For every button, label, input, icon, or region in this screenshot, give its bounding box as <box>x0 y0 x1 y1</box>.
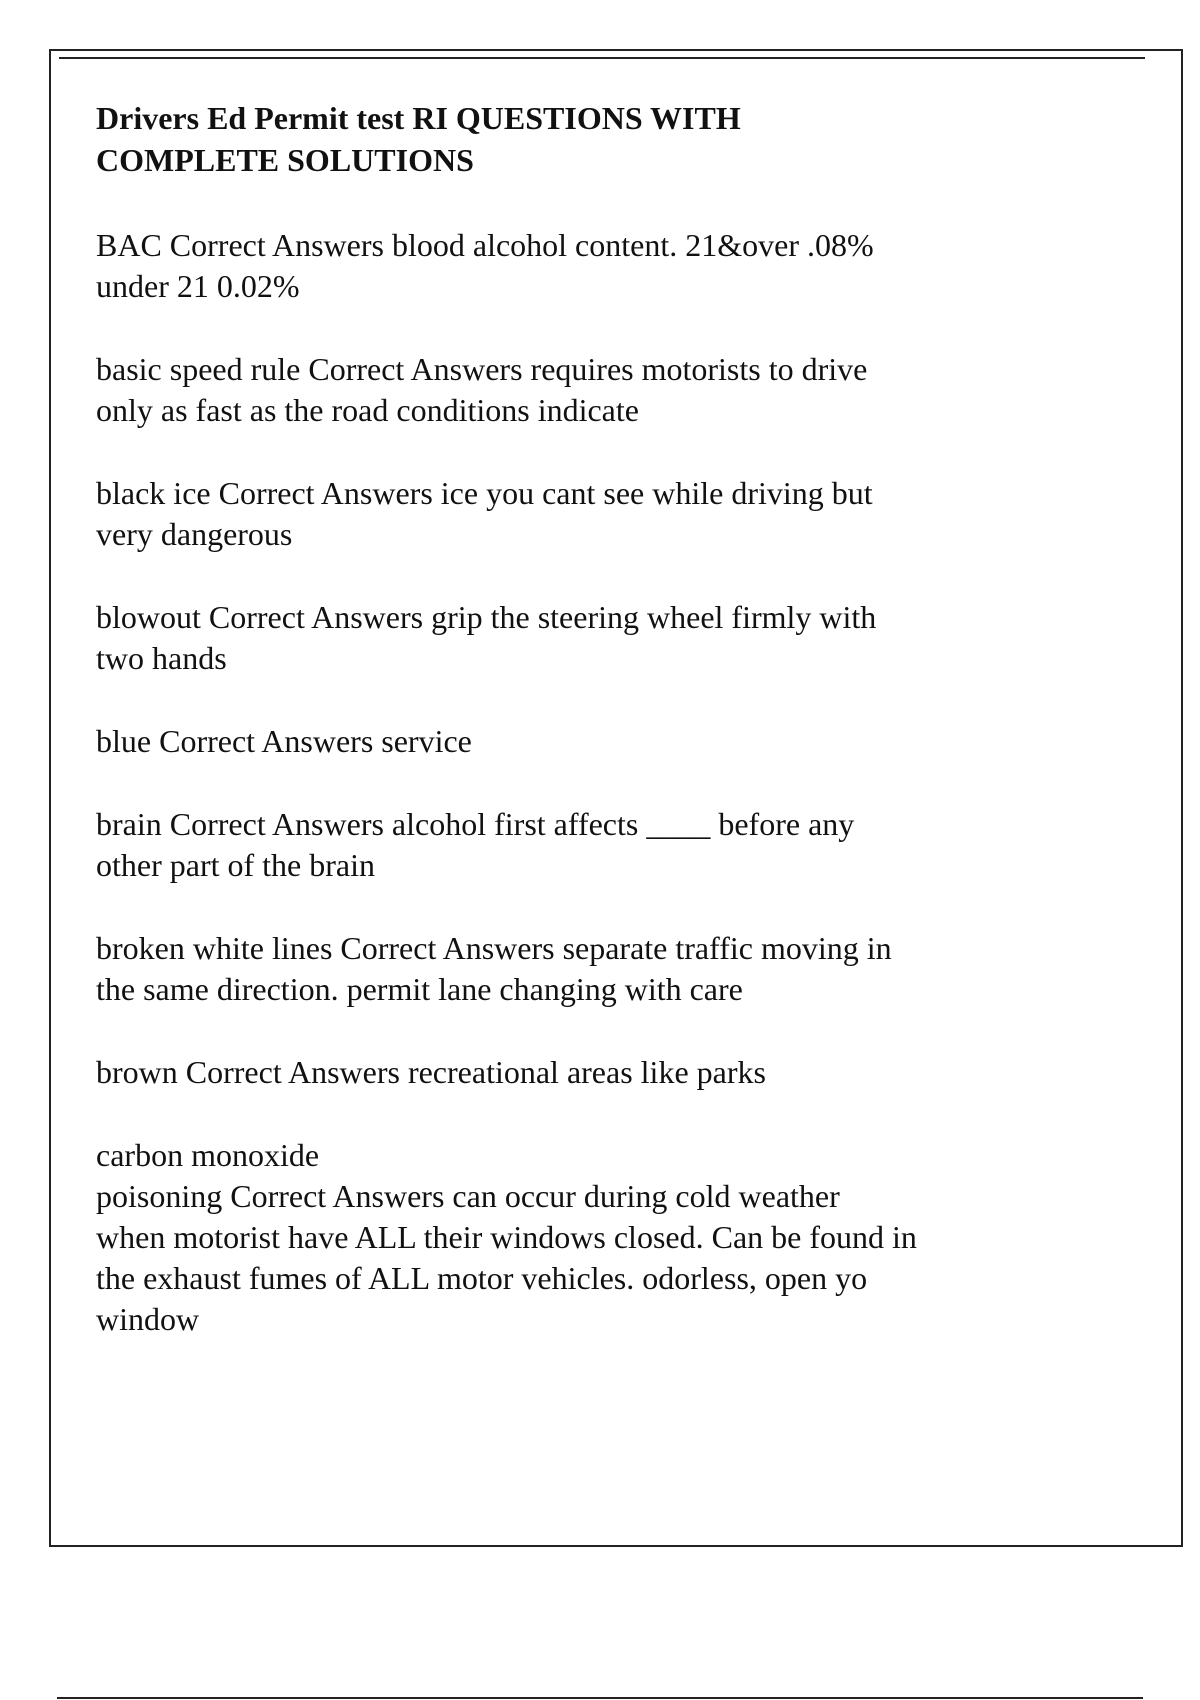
entry-brown: brown Correct Answers recreational areas like parks <box>96 1054 766 1090</box>
bottom-rule <box>57 1697 1143 1699</box>
entry-basic-speed-rule: basic speed rule Correct Answers requires motorists to drive only as fast as the road conditions indicate <box>96 351 868 428</box>
document-title: Drivers Ed Permit test RI QUESTIONS WITH COMPLETE SOLUTIONS <box>96 100 741 178</box>
entry-blowout: blowout Correct Answers grip the steering wheel firmly with two hands <box>96 599 877 676</box>
document-body <box>96 97 1086 1382</box>
entry-bac: BAC Correct Answers blood alcohol content. 21&over .08% under 21 0.02% <box>96 227 874 304</box>
entry-black-ice: black ice Correct Answers ice you cant see while driving but very dangerous <box>96 475 873 552</box>
entry-brain: brain Correct Answers alcohol first affects ____ before any other part of the brain <box>96 806 855 883</box>
entry-broken-white-lines: broken white lines Correct Answers separate traffic moving in the same direction. permit lane changing with care <box>96 930 892 1007</box>
entry-carbon-monoxide-poisoning: carbon monoxide poisoning Correct Answers can occur during cold weather when motorist have ALL their windows closed. Can be found in the exhaust fumes of ALL motor vehicles. odorless, open yo window <box>96 1137 917 1337</box>
entry-blue: blue Correct Answers service <box>96 723 472 759</box>
top-rule <box>59 57 1145 59</box>
